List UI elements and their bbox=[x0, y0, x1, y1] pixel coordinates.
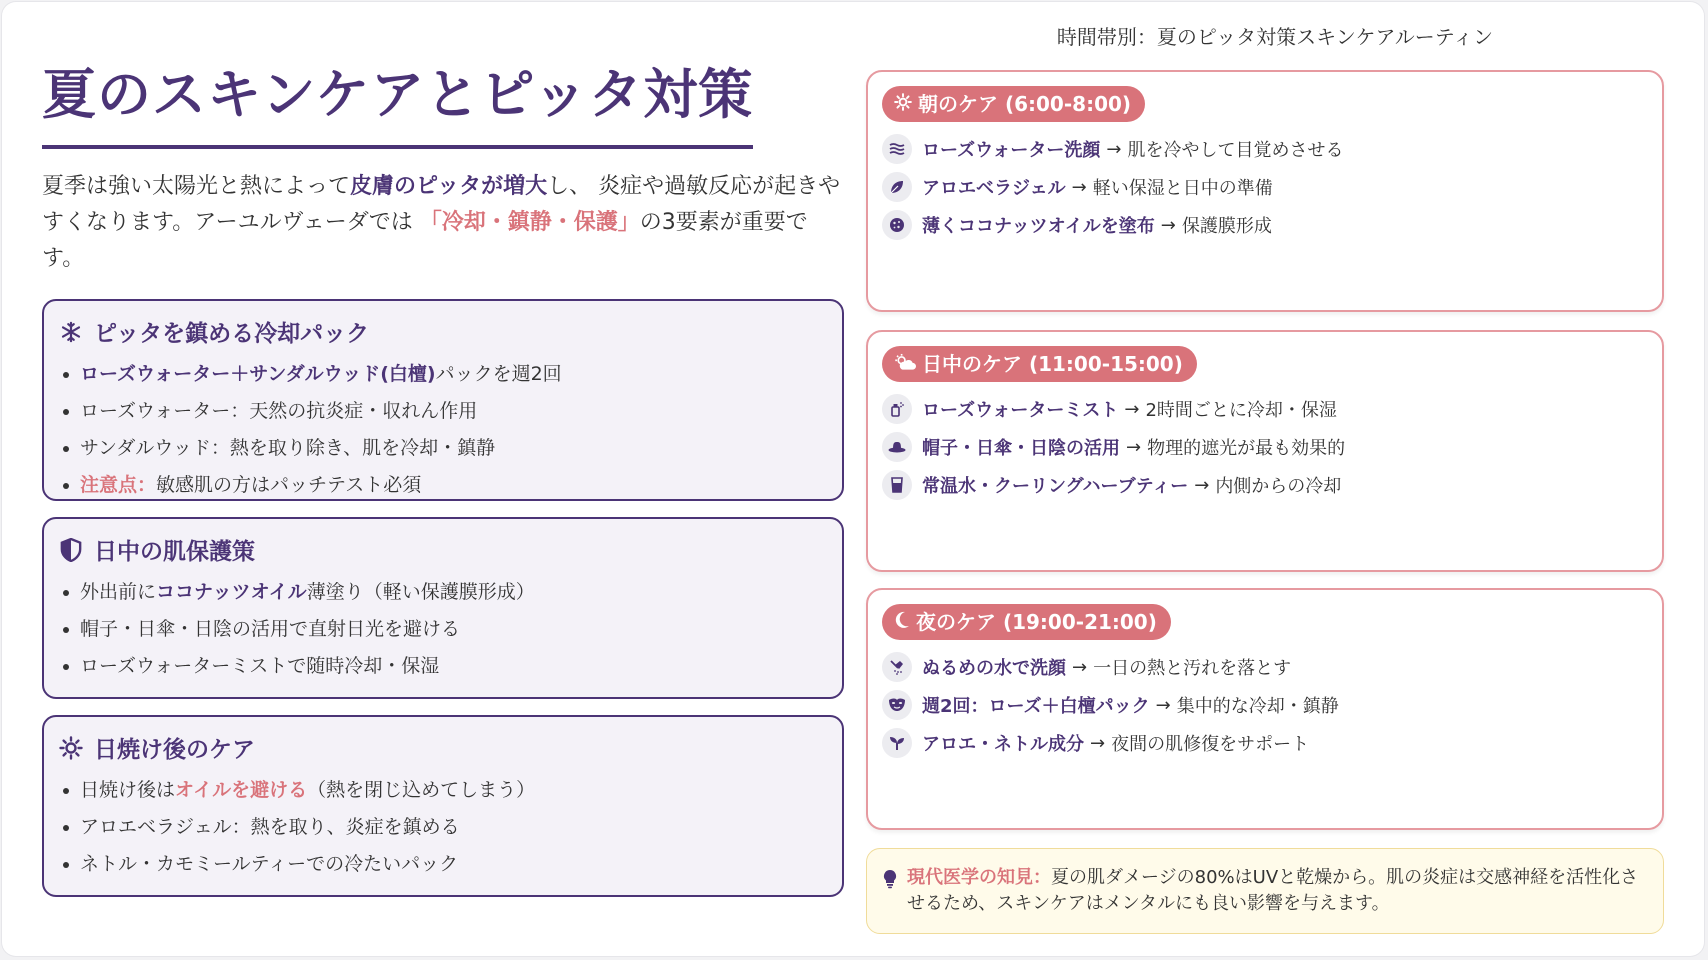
step-description: 一日の熱と汚れを落とす bbox=[1093, 658, 1292, 679]
shield-icon bbox=[58, 537, 84, 563]
intro-key-elements: 「冷却・鎮静・保護」 bbox=[419, 210, 640, 235]
night-routine-panel bbox=[866, 588, 1664, 830]
morning-badge-label: 朝のケア (6:00-8:00) bbox=[918, 92, 1132, 116]
list-item-text: 外出前に bbox=[80, 581, 157, 603]
hat-icon bbox=[882, 432, 912, 462]
list-item bbox=[80, 574, 828, 611]
night-steps bbox=[882, 648, 1648, 762]
morning-routine-panel bbox=[866, 70, 1664, 312]
routine-step bbox=[882, 130, 1648, 168]
list-item-text: 日焼け後は bbox=[80, 779, 176, 801]
routine-step bbox=[882, 168, 1648, 206]
daytime-routine-panel bbox=[866, 330, 1664, 572]
list-item: ネトル・カモミールティーでの冷たいパック bbox=[80, 846, 828, 883]
intro-highlight: 皮膚のピッタが増大 bbox=[350, 174, 548, 199]
list-item: 帽子・日傘・日陰の活用で直射日光を避ける bbox=[80, 611, 828, 648]
step-description: 集中的な冷却・鎮静 bbox=[1176, 696, 1339, 717]
glass-icon bbox=[882, 470, 912, 500]
cooling-pack-title: ピッタを鎮める冷却パック bbox=[94, 321, 370, 347]
step-label: アロエベラジェル bbox=[922, 178, 1066, 199]
routine-step bbox=[882, 648, 1648, 686]
list-item bbox=[80, 467, 828, 504]
arrow: → bbox=[1106, 138, 1122, 160]
step-description: 保護膜形成 bbox=[1181, 216, 1272, 237]
step-label: アロエ・ネトル成分 bbox=[922, 734, 1084, 755]
list-item-text: 薄塗り（軽い保護膜形成） bbox=[306, 581, 535, 603]
step-description: 2時間ごとに冷却・保湿 bbox=[1145, 400, 1337, 421]
sun-icon bbox=[58, 735, 84, 761]
step-label: 週2回：ローズ＋白檀パック bbox=[922, 696, 1150, 717]
step-label: ローズウォーターミスト bbox=[922, 400, 1119, 421]
step-label: 常温水・クーリングハーブティー bbox=[922, 476, 1189, 497]
step-description: 肌を冷やして目覚めさせる bbox=[1127, 140, 1344, 161]
list-item: サンダルウッド：熱を取り除き、肌を冷却・鎮静 bbox=[80, 430, 828, 467]
spray-icon bbox=[882, 394, 912, 424]
mask-icon bbox=[882, 690, 912, 720]
medical-insight-note bbox=[866, 848, 1664, 934]
intro-paragraph bbox=[42, 169, 844, 277]
list-item-bold: ローズウォーター＋サンダルウッド(白檀) bbox=[80, 363, 436, 385]
morning-steps bbox=[882, 130, 1648, 244]
step-label: 薄くココナッツオイルを塗布 bbox=[922, 216, 1155, 237]
sun-icon bbox=[894, 86, 912, 122]
routine-caption: 時間帯別：夏のピッタ対策スキンケアルーティン bbox=[1056, 25, 1494, 49]
list-item: ローズウォーター：天然の抗炎症・収れん作用 bbox=[80, 393, 828, 430]
daytime-protection-header bbox=[58, 533, 828, 566]
list-item-text: （熱を閉じ込めてしまう） bbox=[307, 779, 536, 801]
leaf-icon bbox=[882, 172, 912, 202]
cooling-pack-list bbox=[58, 356, 828, 504]
arrow: → bbox=[1126, 436, 1142, 458]
arrow: → bbox=[1160, 214, 1176, 236]
daytime-steps bbox=[882, 390, 1648, 504]
arrow: → bbox=[1071, 176, 1087, 198]
list-item bbox=[80, 356, 828, 393]
list-item-text: 敏感肌の方はパッチテスト必須 bbox=[156, 474, 422, 496]
cookie-icon bbox=[882, 210, 912, 240]
arrow: → bbox=[1124, 398, 1140, 420]
routine-step bbox=[882, 206, 1648, 244]
routine-step bbox=[882, 428, 1648, 466]
list-item-warning: オイルを避ける bbox=[175, 779, 308, 801]
step-description: 物理的遮光が最も効果的 bbox=[1147, 438, 1346, 459]
left-column bbox=[42, 46, 844, 897]
caution-label: 注意点： bbox=[80, 474, 157, 496]
morning-badge bbox=[882, 86, 1145, 122]
water-icon bbox=[882, 134, 912, 164]
aftersun-list bbox=[58, 772, 828, 883]
moon-icon bbox=[894, 604, 910, 640]
intro-text-1: 夏季は強い太陽光と熱によって bbox=[42, 174, 351, 199]
arrow: → bbox=[1155, 694, 1171, 716]
step-description: 軽い保湿と日中の準備 bbox=[1092, 178, 1273, 199]
daytime-badge-label: 日中のケア (11:00-15:00) bbox=[922, 352, 1183, 376]
intro-text-3: の3要素が重要です。 bbox=[42, 210, 808, 271]
list-item-text: パックを週2回 bbox=[435, 363, 562, 385]
routine-step bbox=[882, 390, 1648, 428]
lightbulb-icon bbox=[883, 869, 897, 897]
daytime-badge bbox=[882, 346, 1197, 382]
snowflake-icon bbox=[58, 319, 84, 345]
list-item: アロエベラジェル：熱を取り、炎症を鎮める bbox=[80, 809, 828, 846]
daytime-protection-title: 日中の肌保護策 bbox=[94, 539, 255, 565]
right-column bbox=[866, 24, 1664, 914]
cooling-pack-header bbox=[58, 315, 828, 348]
note-text: 夏の肌ダメージの80%はUVと乾燥から。肌の炎症は交感神経を活性化させるため、スキンケアはメンタルにも良い影響を与えます。 bbox=[907, 867, 1639, 914]
arrow: → bbox=[1072, 656, 1088, 678]
note-label: 現代医学の知見： bbox=[907, 867, 1051, 888]
step-label: 帽子・日傘・日陰の活用 bbox=[922, 438, 1120, 459]
night-badge bbox=[882, 604, 1171, 640]
aftersun-header bbox=[58, 731, 828, 764]
slide bbox=[2, 2, 1704, 956]
step-description: 内側からの冷却 bbox=[1215, 476, 1342, 497]
arrow: → bbox=[1090, 732, 1106, 754]
list-item: ローズウォーターミストで随時冷却・保湿 bbox=[80, 648, 828, 685]
intro-text-2: し、 炎症や過敏反応が起きやすくなります。アーユルヴェーダでは bbox=[42, 174, 841, 235]
routine-step bbox=[882, 724, 1648, 762]
shower-icon bbox=[882, 652, 912, 682]
aftersun-card bbox=[42, 715, 844, 897]
list-item bbox=[80, 772, 828, 809]
step-label: ぬるめの水で洗顔 bbox=[922, 658, 1066, 679]
arrow: → bbox=[1194, 474, 1210, 496]
cooling-pack-card bbox=[42, 299, 844, 501]
routine-step bbox=[882, 466, 1648, 504]
list-item-bold: ココナッツオイル bbox=[156, 581, 307, 603]
routine-step bbox=[882, 686, 1648, 724]
step-label: ローズウォーター洗顔 bbox=[922, 140, 1101, 161]
daytime-protection-card bbox=[42, 517, 844, 699]
cloud-sun-icon bbox=[894, 346, 916, 382]
night-badge-label: 夜のケア (19:00-21:00) bbox=[916, 610, 1157, 634]
page-title: 夏のスキンケアとピッタ対策 bbox=[42, 52, 753, 149]
step-description: 夜間の肌修復をサポート bbox=[1111, 734, 1310, 755]
daytime-protection-list bbox=[58, 574, 828, 685]
seedling-icon bbox=[882, 728, 912, 758]
aftersun-title: 日焼け後のケア bbox=[94, 737, 255, 763]
